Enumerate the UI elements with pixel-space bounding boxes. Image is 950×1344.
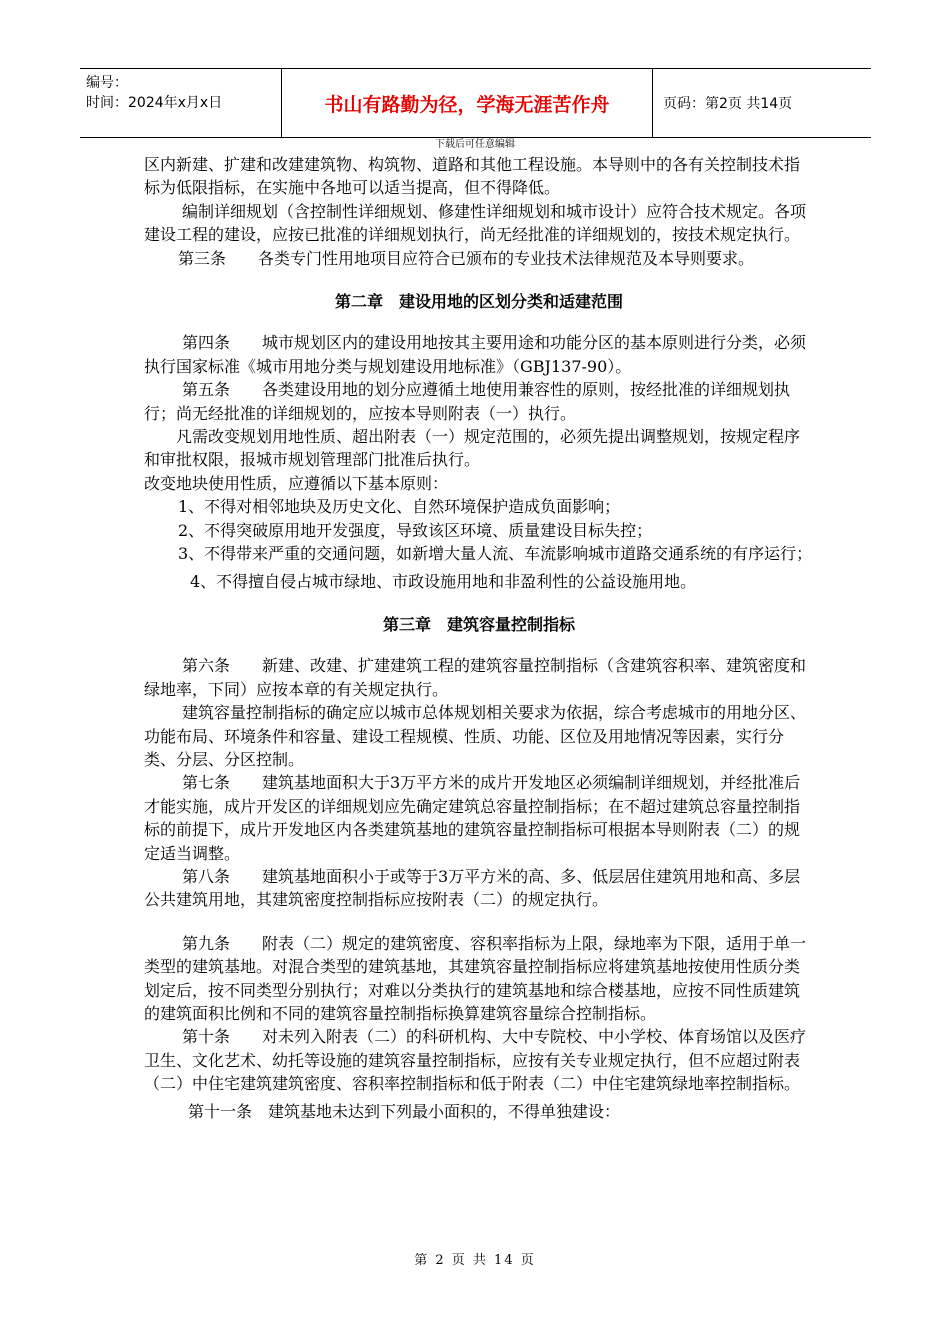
edit-note: 下载后可任意编辑: [435, 139, 515, 150]
article-11: 第十一条 建筑基地未达到下列最小面积的，不得单独建设：: [188, 1101, 621, 1121]
article-9: 第九条 附表（二）规定的建筑密度、容积率指标为上限，绿地率为下限，适用于单一类型的建筑基地。对混合类型的建筑基地，其建筑容量控制指标应将建筑基地按使用性质分类划定后，按不同类型分别执行；对难以分类执行的建筑基地和综合楼基地，应按不同性质建筑的建筑面积比例和不同的建筑容量控制指标换算建筑容量综合控制指标。: [144, 933, 807, 1023]
article-8: 第八条 建筑基地面积小于或等于3万平方米的高、多、低层居住建筑用地和高、多层公共建筑用地，其建筑密度控制指标应按附表（二）的规定执行。: [144, 866, 801, 910]
body-paragraph: 建筑容量控制指标的确定应以城市总体规划相关要求为依据，综合考虑城市的用地分区、功能布局、环境条件和容量、建设工程规模、性质、功能、区位及用地情况等因素，实行分类、分层、分区控制。: [144, 703, 807, 769]
header-page-number: 页码：第2页 共14页: [663, 96, 793, 112]
header-motto: 书山有路勤为径，学海无涯苦作舟: [282, 69, 653, 137]
body-paragraph: 区内新建、扩建和改建建筑物、构筑物、道路和其他工程设施。本导则中的各有关控制技术指标为低限指标，在实施中各地可以适当提高，但不得降低。: [144, 155, 801, 198]
document-date-label: 时间：2024年x月x日: [86, 95, 223, 111]
list-item: 2、不得突破原用地开发强度，导致该区环境、质量建设目标失控；: [178, 520, 653, 540]
chapter-3-heading: 第三章 建筑容量控制指标: [382, 614, 575, 634]
list-item: 3、不得带来严重的交通问题，如新增大量人流、车流影响城市道路交通系统的有序运行；: [178, 544, 813, 564]
article-6: 第六条 新建、改建、扩建建筑工程的建筑容量控制指标（含建筑容积率、建筑密度和绿地率，下同）应按本章的有关规定执行。: [144, 656, 807, 699]
body-paragraph: 凡需改变规划用地性质、超出附表（一）规定范围的，必须先提出调整规划，按规定程序和审批权限，报城市规划管理部门批准后执行。: [144, 427, 801, 470]
article-10: 第十条 对未列入附表（二）的科研机构、大中专院校、中小学校、体育场馆以及医疗卫生、文化艺术、幼托等设施的建筑容量控制指标，应按有关专业规定执行，但不应超过附表（二）中住宅建筑建筑密度、容积率控制指标和低于附表（二）中住宅建筑绿地率控制指标。: [144, 1027, 807, 1094]
chapter-2-heading: 第二章 建设用地的区划分类和适建范围: [334, 292, 623, 312]
body-paragraph: 改变地块使用性质，应遵循以下基本原则：: [144, 473, 449, 493]
list-item: 1、不得对相邻地块及历史文化、自然环境保护造成负面影响；: [178, 497, 621, 517]
header-meta: [80, 69, 282, 137]
article-4: 第四条 城市规划区内的建设用地按其主要用途和功能分区的基本原则进行分类，必须执行国家标准《城市用地分类与规划建设用地标准》（GBJ137-90）。: [144, 333, 807, 376]
body-paragraph: 编制详细规划（含控制性详细规划、修建性详细规划和城市设计）应符合技术规定。各项建设工程的建设，应按已批准的详细规划执行，尚无经批准的详细规划的，按技术规定执行。: [144, 201, 807, 245]
article-5: 第五条 各类建设用地的划分应遵循土地使用兼容性的原则，按经批准的详细规划执行；尚无经批准的详细规划的，应按本导则附表（一）执行。: [144, 380, 791, 423]
document-number-label: 编号：: [86, 75, 128, 91]
page-header: [80, 68, 871, 138]
list-item: 4、不得擅自侵占城市绿地、市政设施用地和非盈利性的公益设施用地。: [190, 571, 697, 591]
article-7: 第七条 建筑基地面积大于3万平方米的成片开发地区必须编制详细规划，并经批准后才能实施，成片开发区的详细规划应先确定建筑总容量控制指标；在不超过建筑总容量控制指标的前提下，成片开发地区内各类建筑基地的建筑容量控制指标可根据本导则附表（二）的规定适当调整。: [144, 773, 801, 863]
document-body: [144, 153, 814, 1123]
article-3: 第三条 各类专门性用地项目应符合已颁布的专业技术法律规范及本导则要求。: [178, 248, 755, 268]
page-footer: 第 2 页 共 14 页: [414, 1253, 536, 1268]
